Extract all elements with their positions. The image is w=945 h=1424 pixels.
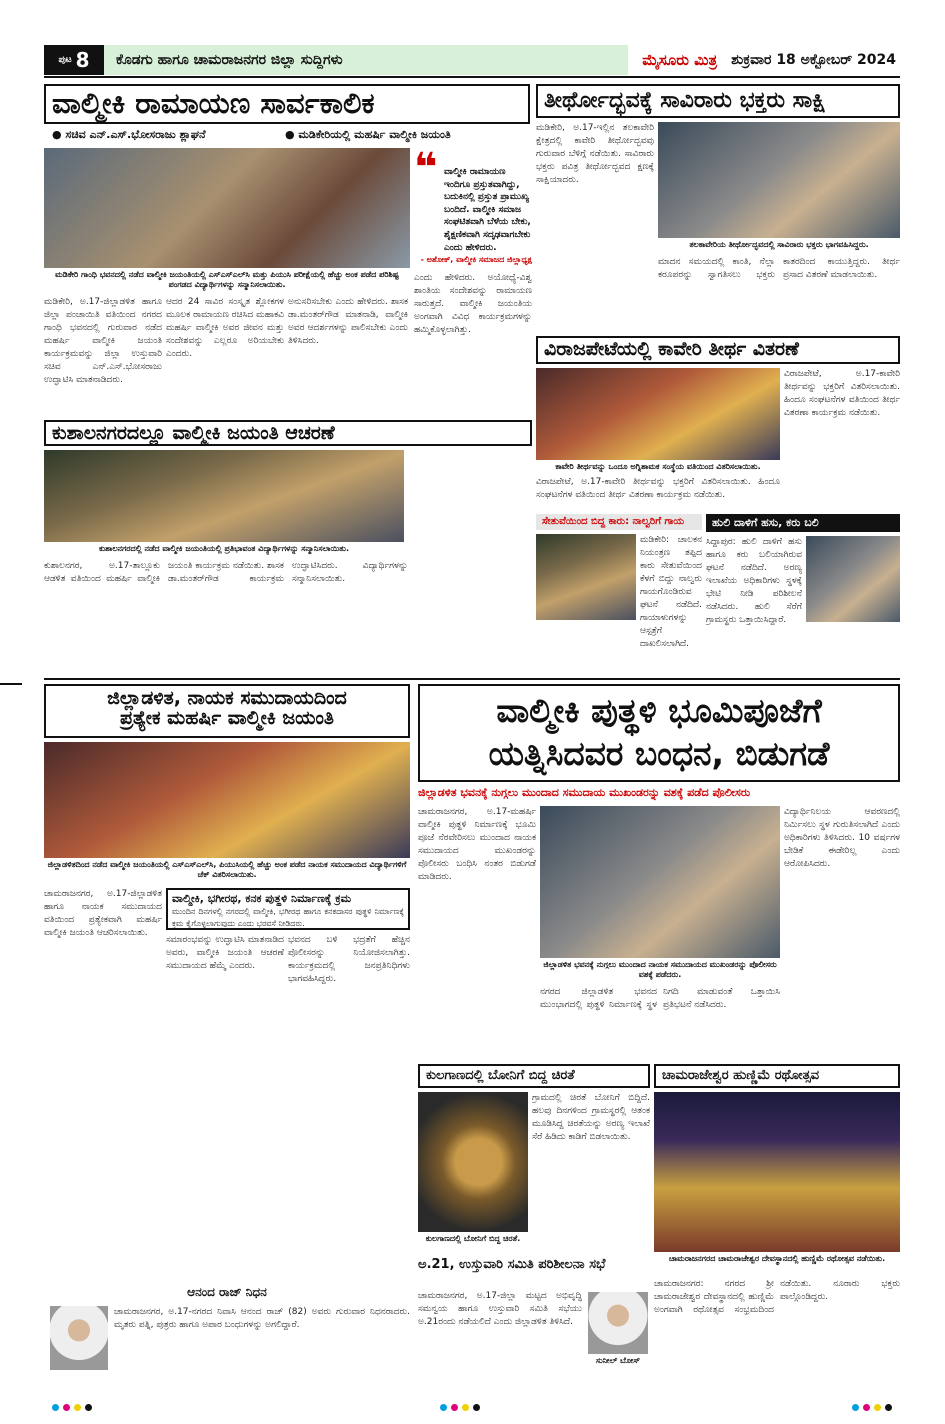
headline-leopard: ಕುಲಗಾಣದಲ್ಲಿ ಬೋನಿಗೆ ಬಿದ್ದ ಚಿರತೆ xyxy=(418,1064,650,1088)
photo-caption-virajpet: ಕಾವೇರಿ ತೀರ್ಥವನ್ನು ಒಂದೂ ಅಗ್ನಿಶಾಮಕ ಸಂಸ್ಥೆಯ ವತಿಯಿಂದ ವಿತರಿಸಲಾಯಿತು. xyxy=(555,462,761,471)
article-virajpet-2: ವಿರಾಜಪೇಟೆ, ಅ.17-ಕಾವೇರಿ ತೀರ್ಥವನ್ನು ಭಕ್ತರಿಗೆ ವಿತರಿಸಲಾಯಿತು. ಹಿಂದೂ ಸಂಘಟನೆಗಳ ವತಿಯಿಂದ ತೀರ್ಥ ವಿತರಣಾ ಕಾರ್ಯಕ್ರಮ ನಡೆಯಿತು. xyxy=(536,477,780,501)
registration-dot xyxy=(85,1404,92,1411)
subheadline-minister: ● ಸಚಿವ ಎನ್.ಎಸ್.ಭೋಸರಾಜು ಶ್ಲಾಘನೆ xyxy=(52,128,206,141)
quote-author: - ಅಶೋಕ್, ವಾಲ್ಮೀಕಿ ಸಮಾಜದ ಜಿಲ್ಲಾಧ್ಯಕ್ಷ xyxy=(420,255,532,265)
headline-valmiki-ramayana: ವಾಲ್ಮೀಕಿ ರಾಮಾಯಣ ಸಾರ್ವಕಾಲಿಕ xyxy=(44,84,530,124)
page-number-box xyxy=(44,45,104,75)
headline-theerthodbhava: ತೀರ್ಥೋದ್ಭವಕ್ಕೆ ಸಾವಿರಾರು ಭಕ್ತರು ಸಾಕ್ಷಿ xyxy=(536,84,900,118)
quote-text: ವಾಲ್ಮೀಕಿ ರಾಮಾಯಣ ಇಂದಿಗೂ ಪ್ರಸ್ತುತವಾಗಿದ್ದು, ಬದುಕಿನಲ್ಲಿ ಪ್ರಸ್ತುತ ಪ್ರಾಮುಖ್ಯ ಬಂದಿದೆ. ವಾಲ್ಮೀಕಿ ಸಮಾಜ ಸಂಘಟಿತವಾಗಿ ಬೆಳೆಯ ಬೇಕು, ಶೈಕ್ಷಣಿಕವಾಗಿ ಸದೃಢವಾಗಬೇಕು ಎಂದು ಹೇಳಿದರು. xyxy=(444,167,531,253)
article-separate-jayanthi-2: ಸಮಾರಂಭವನ್ನು ಉದ್ಘಾಟಿಸಿ ಮಾತನಾಡಿದ ಅವರು, ವಾಲ್ಮೀಕಿ ಜಯಂತಿ ಆಚರಣೆ ಸಮುದಾಯದ ಹೆಮ್ಮೆ ಎಂದರು. xyxy=(166,935,284,972)
photo-caption-kushalnagar: ಕುಶಾಲನಗರದಲ್ಲಿ ನಡೆದ ವಾಲ್ಮೀಕಿ ಜಯಂತಿಯಲ್ಲಿ ಪ್ರತಿಭಾವಂತ ವಿದ್ಯಾರ್ಥಿಗಳನ್ನು ಸನ್ಮಾನಿಸಲಾಯಿತು. xyxy=(98,544,349,553)
headline-line-1: ಜಿಲ್ಲಾಡಳಿತ, ನಾಯಕ ಸಮುದಾಯದಿಂದ xyxy=(107,687,347,709)
article-theerthodbhava-2: ಮಾದನ ಸಮಯದಲ್ಲಿ ಕಾಂತಿ, ನೆಲ್ಲಾ ಕರೂಪರನ್ನು ಸ್ವಾಗತಿಸಲು ಭಕ್ತರು ಕಾತರದಿಂದ ಕಾಯುತ್ತಿದ್ದರು. ತೀರ್ಥ ಪ್ರಸಾದ ವಿತರಣೆ ಮಾಡಲಾಯಿತು. xyxy=(658,257,900,281)
article-separate-jayanthi-3: ಭವನದ ಬಳಿ ಭದ್ರತೆಗೆ ಹೆಚ್ಚಿನ ಪೊಲೀಸರನ್ನು ನಿಯೋಜಿಸಲಾಗಿತ್ತು. ಕಾರ್ಯಕ್ರಮದಲ್ಲಿ ಜನಪ್ರತಿನಿಧಿಗಳು ಭಾಗವಹಿಸಿದ್ದರು. xyxy=(288,935,410,985)
article-leopard: ಗ್ರಾಮದಲ್ಲಿ ಚಿರತೆ ಬೋನಿಗೆ ಬಿದ್ದಿದೆ. ಹಲವು ದಿನಗಳಿಂದ ಗ್ರಾಮಸ್ಥರಲ್ಲಿ ಆತಂಕ ಮೂಡಿಸಿದ್ದ ಚಿರತೆಯನ್ನು ಅರಣ್ಯ ಇಲಾಖೆ ಸೆರೆ ಹಿಡಿದು ಕಾಡಿಗೆ ಬಿಡಲಾಯಿತು. xyxy=(532,1093,650,1143)
headline-car-accident: ಸೇತುವೆಯಿಂದ ಬಿದ್ದ ಕಾರು: ನಾಲ್ವರಿಗೆ ಗಾಯ xyxy=(536,514,702,530)
photo-caption-detention: ಜಿಲ್ಲಾಡಳಿತ ಭವನಕ್ಕೆ ನುಗ್ಗಲು ಮುಂದಾದ ನಾಯಕ ಸಮುದಾಯದ ಮುಖಂಡರನ್ನು ಪೊಲೀಸರು ವಶಕ್ಕೆ ಪಡೆದರು. xyxy=(543,960,777,979)
photo-car-accident xyxy=(536,534,636,620)
issue-date: ಶುಕ್ರವಾರ 18 ಅಕ್ಟೋಬರ್ 2024 xyxy=(731,52,896,68)
brand-logo: ಮೈಸೂರು ಮಿತ್ರ xyxy=(642,51,718,69)
obituary-photo xyxy=(50,1306,108,1370)
photo-caption-rathotsava: ಚಾಮರಾಜನಗರದ ಚಾಮರಾಜೇಶ್ವರ ದೇವಸ್ಥಾನದಲ್ಲಿ ಹುಣ್ಣಿಮೆ ರಥೋತ್ಸವ ನಡೆಯಿತು. xyxy=(668,1254,886,1263)
headline-line-1: ವಾಲ್ಮೀಕಿ ಪುತ್ಥಳಿ ಭೂಮಿಪೂಜೆಗೆ xyxy=(496,691,822,730)
headline-obituary: ಆನಂದ ರಾಜ್ ನಿಧನ xyxy=(187,1286,267,1299)
article-rathotsava: ಚಾಮರಾಜನಗರ: ನಗರದ ಶ್ರೀ ಚಾಮರಾಜೇಶ್ವರ ದೇವಸ್ಥಾನದಲ್ಲಿ ಹುಣ್ಣಿಮೆ ಅಂಗವಾಗಿ ರಥೋತ್ಸವ ಸಂಭ್ರಮದಿಂದ ನಡೆಯಿತು. ನೂರಾರು ಭಕ್ತರು ಪಾಲ್ಗೊಂಡಿದ್ದರು. xyxy=(654,1279,900,1316)
infobox-title: ವಾಲ್ಮೀಕಿ, ಭಗೀರಥ, ಕನಕ ಪುತ್ಥಳಿ ನಿರ್ಮಾಣಕ್ಕೆ ಕ್ರಮ xyxy=(172,892,352,905)
article-separate-jayanthi: ಚಾಮರಾಜನಗರ, ಅ.17-ಜಿಲ್ಲಾಡಳಿತ ಹಾಗೂ ನಾಯಕ ಸಮುದಾಯದ ವತಿಯಿಂದ ಪ್ರತ್ಯೇಕವಾಗಿ ಮಹರ್ಷಿ ವಾಲ್ಮೀಕಿ ಜಯಂತಿ ಆಚರಿಸಲಾಯಿತು. xyxy=(44,889,162,939)
photo-kushalnagar xyxy=(44,450,404,542)
photo-madikeri-felicitation xyxy=(44,148,410,268)
print-registration-left xyxy=(52,1404,92,1411)
page-number: 8 xyxy=(75,48,90,72)
article-statue-arrest-2: ನಗರದ ಜಿಲ್ಲಾಡಳಿತ ಭವನದ ಮುಂಭಾಗದಲ್ಲಿ ಪುತ್ಥಳಿ ನಿರ್ಮಾಣಕ್ಕೆ ಸ್ಥಳ ನಿಗದಿ ಮಾಡುವಂತೆ ಒತ್ತಾಯಿಸಿ ಪ್ರತಿಭಟನೆ ನಡೆಸಿದರು. xyxy=(540,987,780,1011)
registration-dot xyxy=(63,1404,70,1411)
registration-dot xyxy=(74,1404,81,1411)
quote-mark-icon: ❝ xyxy=(414,148,438,191)
registration-dot xyxy=(885,1404,892,1411)
headline-rathotsava: ಚಾಮರಾಜೇಶ್ವರ ಹುಣ್ಣಿಮೆ ರಥೋತ್ಸವ xyxy=(654,1064,900,1088)
article-car-accident: ಮಡಿಕೇರಿ: ಚಾಲಕನ ನಿಯಂತ್ರಣ ತಪ್ಪಿದ ಕಾರು ಸೇತುವೆಯಿಂದ ಕೆಳಗೆ ಬಿದ್ದು ನಾಲ್ವರು ಗಾಯಗೊಂಡಿರುವ ಘಟನೆ ನಡೆದಿದೆ. ಗಾಯಾಳುಗಳನ್ನು ಆಸ್ಪತ್ರೆಗೆ ದಾಖಲಿಸಲಾಗಿದೆ. xyxy=(640,535,702,650)
article-col-1: ಮಡಿಕೇರಿ, ಅ.17-ಜಿಲ್ಲಾಡಳಿತ ಹಾಗೂ ಜಿಲ್ಲಾ ಪಂಚಾಯಿತಿ ವತಿಯಿಂದ ನಗರದ ಗಾಂಧಿ ಭವನದಲ್ಲಿ ಗುರುವಾರ ನಡೆದ ಮಹರ್ಷಿ ವಾಲ್ಮೀಕಿ ಜಯಂತಿ ಕಾರ್ಯಕ್ರಮವನ್ನು ಜಿಲ್ಲಾ ಉಸ್ತುವಾರಿ ಸಚಿವ ಎನ್.ಎಸ್.ಭೋಸರಾಜು ಉದ್ಘಾಟಿಸಿ ಮಾತನಾಡಿದರು. xyxy=(44,297,162,386)
registration-dot xyxy=(462,1404,469,1411)
margin-mark xyxy=(0,683,22,685)
print-registration-center xyxy=(440,1404,480,1411)
article-col-2: ಆದರ 24 ಸಾವಿರ ಸಂಸ್ಕೃತ ಶ್ಲೋಕಗಳ ಮೂಲಕ ರಾಮಾಯಣ ರಚಿಸಿದ ಮಹಾಕವಿ ಮಹರ್ಷಿ ವಾಲ್ಮೀಕಿ ಅವರ ಜೀವನ ಮತ್ತು ಸಂದೇಶವನ್ನು ಎಲ್ಲರೂ ಅರಿಯಬೇಕು ಎಂದರು. xyxy=(166,297,284,360)
photo-caption-madikeri: ಮಡಿಕೇರಿ ಗಾಂಧಿ ಭವನದಲ್ಲಿ ನಡೆದ ವಾಲ್ಮೀಕಿ ಜಯಂತಿಯಲ್ಲಿ ಎಸ್‌ಎಸ್‌ಎಲ್‌ಸಿ ಮತ್ತು ಪಿಯುಸಿ ಪರೀಕ್ಷೆಯಲ್ಲಿ ಹೆಚ್ಚು ಅಂಕ ಪಡೆದ ಪರಿಶಿಷ್ಟ ಪಂಗಡದ ವಿದ್ಯಾರ್ಥಿಗಳನ್ನು ಸನ್ಮಾನಿಸಲಾಯಿತು. xyxy=(55,270,399,289)
article-virajpet: ವಿರಾಜಪೇಟೆ, ಅ.17-ಕಾವೇರಿ ತೀರ್ಥವನ್ನು ಭಕ್ತರಿಗೆ ವಿತರಿಸಲಾಯಿತು. ಹಿಂದೂ ಸಂಘಟನೆಗಳ ವತಿಯಿಂದ ತೀರ್ಥ ವಿತರಣಾ ಕಾರ್ಯಕ್ರಮ ನಡೆಯಿತು. xyxy=(784,369,900,419)
registration-dot xyxy=(440,1404,447,1411)
photo-caption-leopard: ಕುಲಗಾಣದಲ್ಲಿ ಬೋನಿಗೆ ಬಿದ್ದ ಚಿರತೆ. xyxy=(425,1234,521,1243)
article-obituary: ಚಾಮರಾಜನಗರ, ಅ.17-ನಗರದ ನಿವಾಸಿ ಆನಂದ ರಾಜ್ (82) ಅವರು ಗುರುವಾರ ನಿಧನರಾದರು. ಮೃತರು ಪತ್ನಿ, ಪುತ್ರರು ಹಾಗೂ ಅಪಾರ ಬಂಧುಗಳನ್ನು ಅಗಲಿದ್ದಾರೆ. xyxy=(114,1307,410,1331)
photo-tiger-attack xyxy=(806,536,900,622)
article-review-meeting: ಚಾಮರಾಜನಗರ, ಅ.17-ಜಿಲ್ಲಾ ಮಟ್ಟದ ಅಭಿವೃದ್ಧಿ ಸಮನ್ವಯ ಹಾಗೂ ಉಸ್ತುವಾರಿ ಸಮಿತಿ ಸಭೆಯು ಅ.21ರಂದು ನಡೆಯಲಿದೆ ಎಂದು ಜಿಲ್ಲಾಡಳಿತ ತಿಳಿಸಿದೆ. xyxy=(418,1291,582,1328)
article-statue-arrest-1: ಚಾಮರಾಜನಗರ, ಅ.17-ಮಹರ್ಷಿ ವಾಲ್ಮೀಕಿ ಪುತ್ಥಳಿ ನಿರ್ಮಾಣಕ್ಕೆ ಭೂಮಿ ಪೂಜೆ ನೆರವೇರಿಸಲು ಮುಂದಾದ ನಾಯಕ ಸಮುದಾಯದ ಮುಖಂಡರನ್ನು ಪೊಲೀಸರು ಬಂಧಿಸಿ ನಂತರ ಬಿಡುಗಡೆ ಮಾಡಿದರು. xyxy=(418,807,536,883)
divider xyxy=(44,678,900,680)
portrait-photo xyxy=(588,1292,648,1354)
photo-caption-talacauvery: ತಲಕಾವೇರಿಯ ತೀರ್ಥೋದ್ಭವದಲ್ಲಿ ಸಾವಿರಾರು ಭಕ್ತರು ಭಾಗವಹಿಸಿದ್ದರು. xyxy=(689,240,869,249)
article-kushalnagar: ಕುಶಾಲನಗರ, ಅ.17-ತಾಲ್ಲೂಕು ಆಡಳಿತ ವತಿಯಿಂದ ಮಹರ್ಷಿ ವಾಲ್ಮೀಕಿ ಜಯಂತಿ ಕಾರ್ಯಕ್ರಮ ನಡೆಯಿತು. ಶಾಸಕ ಡಾ.ಮಂತರ್‌ಗೌಡ ಕಾರ್ಯಕ್ರಮ ಉದ್ಘಾಟಿಸಿದರು. ವಿದ್ಯಾರ್ಥಿಗಳನ್ನು ಸನ್ಮಾನಿಸಲಾಯಿತು. xyxy=(44,561,408,585)
article-statue-arrest-3: ವಿದ್ಯಾರ್ಥಿನಿಲಯ ಆವರಣದಲ್ಲಿ ನಿರ್ಮಿಸಲು ಸ್ಥಳ ಗುರುತಿಸಲಾಗಿದೆ ಎಂದು ಅಧಿಕಾರಿಗಳು ತಿಳಿಸಿದರು. 10 ವರ್ಷಗಳ ಬೇಡಿಕೆ ಈಡೇರಿಲ್ಲ ಎಂದು ಆರೋಪಿಸಿದರು. xyxy=(784,807,900,870)
article-tiger-attack: ಸಿದ್ದಾಪುರ: ಹುಲಿ ದಾಳಿಗೆ ಹಸು ಹಾಗೂ ಕರು ಬಲಿಯಾಗಿರುವ ಘಟನೆ ನಡೆದಿದೆ. ಅರಣ್ಯ ಇಲಾಖೆಯ ಅಧಿಕಾರಿಗಳು ಸ್ಥಳಕ್ಕೆ ಭೇಟಿ ನೀಡಿ ಪರಿಶೀಲನೆ ನಡೆಸಿದರು. ಹುಲಿ ಸೆರೆಗೆ ಗ್ರಾಮಸ್ಥರು ಒತ್ತಾಯಿಸಿದ್ದಾರೆ. xyxy=(706,537,802,626)
registration-dot xyxy=(874,1404,881,1411)
registration-dot xyxy=(473,1404,480,1411)
print-registration-right xyxy=(852,1404,892,1411)
headline-review-meeting: ಅ.21, ಉಸ್ತುವಾರಿ ಸಮಿತಿ ಪರಿಶೀಲನಾ ಸಭೆ xyxy=(418,1258,606,1272)
headline-line-2: ಪ್ರತ್ಯೇಕ ಮಹರ್ಷಿ ವಾಲ್ಮೀಕಿ ಜಯಂತಿ xyxy=(120,706,334,729)
section-title: ಕೊಡಗು ಹಾಗೂ ಚಾಮರಾಜನಗರ ಜಿಲ್ಲಾ ಸುದ್ದಿಗಳು xyxy=(104,45,628,75)
subheadline-madikeri: ● ಮಡಿಕೇರಿಯಲ್ಲಿ ಮಹರ್ಷಿ ವಾಲ್ಮೀಕಿ ಜಯಂತಿ xyxy=(285,128,451,141)
photo-rathotsava xyxy=(654,1092,900,1252)
headline-virajpet: ವಿರಾಜಪೇಟೆಯಲ್ಲಿ ಕಾವೇರಿ ತೀರ್ಥ ವಿತರಣೆ xyxy=(536,336,900,364)
registration-dot xyxy=(52,1404,59,1411)
article-theerthodbhava-1: ಮಡಿಕೇರಿ, ಅ.17-ಇಲ್ಲಿನ ತಲಕಾವೇರಿ ಕ್ಷೇತ್ರದಲ್ಲಿ ಕಾವೇರಿ ತೀರ್ಥೋದ್ಭವವು ಗುರುವಾರ ಬೆಳಿಗ್ಗೆ ನಡೆಯಿತು. ಸಾವಿರಾರು ಭಕ್ತರು ಪವಿತ್ರ ತೀರ್ಥೋದ್ಭವದ ಕ್ಷಣಕ್ಕೆ ಸಾಕ್ಷಿಯಾದರು. xyxy=(536,123,654,186)
photo-cheque-distribution xyxy=(44,742,410,858)
infobox-text: ಮುಂದಿನ ದಿನಗಳಲ್ಲಿ ನಗರದಲ್ಲಿ ವಾಲ್ಮೀಕಿ, ಭಗೀರಥ ಹಾಗೂ ಕನಕದಾಸರ ಪುತ್ಥಳಿ ನಿರ್ಮಾಣಕ್ಕೆ ಕ್ರಮ ಕೈಗೊಳ್ಳಲಾಗುವುದು ಎಂದು ಭರವಸೆ ನೀಡಿದರು. xyxy=(172,907,404,928)
photo-virajpet xyxy=(536,368,780,460)
registration-dot xyxy=(451,1404,458,1411)
headline-separate-jayanthi xyxy=(44,684,410,738)
subheadline-statue-arrest: ಜಿಲ್ಲಾಡಳಿತ ಭವನಕ್ಕೆ ನುಗ್ಗಲು ಮುಂದಾದ ಸಮುದಾಯ ಮುಖಂಡರನ್ನು ವಶಕ್ಕೆ ಪಡೆದ ಪೊಲೀಸರು xyxy=(418,786,751,799)
headline-line-2: ಯತ್ನಿಸಿದವರ ಬಂಧನ, ಬಿಡುಗಡೆ xyxy=(488,733,830,773)
page-label: ಪುಟ xyxy=(58,55,72,65)
page-header xyxy=(44,44,900,78)
headline-statue-arrest xyxy=(418,684,900,782)
registration-dot xyxy=(863,1404,870,1411)
portrait-caption: ಸುನೀಲ್ ಬೋಸ್ xyxy=(595,1356,641,1365)
registration-dot xyxy=(852,1404,859,1411)
article-col-4: ಎಂದು ಹೇಳಿದರು. ಅಯೋಧ್ಯೆ-ವಿಶ್ವ ಶಾಂತಿಯ ಸಂದೇಶವನ್ನು ರಾಮಾಯಣ ಸಾರುತ್ತದೆ. ವಾಲ್ಮೀಕಿ ಜಯಂತಿಯ ಅಂಗವಾಗಿ ವಿವಿಧ ಕಾರ್ಯಕ್ರಮಗಳನ್ನು ಹಮ್ಮಿಕೊಳ್ಳಲಾಗಿತ್ತು. xyxy=(414,273,532,336)
headline-tiger-attack: ಹುಲಿ ದಾಳಿಗೆ ಹಸು, ಕರು ಬಲಿ xyxy=(706,514,900,532)
article-col-3: ಅನುಸರಿಸಬೇಕು ಎಂದು ಹೇಳಿದರು. ಶಾಸಕ ಡಾ.ಮಂತರ್‌ಗೌಡ ಮಾತನಾಡಿ, ವಾಲ್ಮೀಕಿ ಅವರ ಆದರ್ಶಗಳನ್ನು ಪಾಲಿಸಬೇಕು ಎಂದು ತಿಳಿಸಿದರು. xyxy=(288,297,408,347)
pull-quote xyxy=(414,148,532,268)
photo-leopard xyxy=(418,1092,528,1232)
infobox-statues xyxy=(166,888,410,930)
photo-caption-cheque: ಜಿಲ್ಲಾಡಳಿತದಿಂದ ನಡೆದ ವಾಲ್ಮೀಕಿ ಜಯಂತಿಯಲ್ಲಿ ಎಸ್‌ಎಸ್‌ಎಲ್‌ಸಿ, ಪಿಯುಸಿಯಲ್ಲಿ ಹೆಚ್ಚು ಅಂಕ ಪಡೆದ ನಾಯಕ ಸಮುದಾಯದ ವಿದ್ಯಾರ್ಥಿಗಳಿಗೆ ಚೆಕ್ ವಿತರಿಸಲಾಯಿತು. xyxy=(47,860,407,879)
photo-talacauvery xyxy=(658,122,900,238)
headline-kushalnagar: ಕುಶಾಲನಗರದಲ್ಲೂ ವಾಲ್ಮೀಕಿ ಜಯಂತಿ ಆಚರಣೆ xyxy=(44,420,532,446)
photo-police-detention xyxy=(540,806,780,958)
